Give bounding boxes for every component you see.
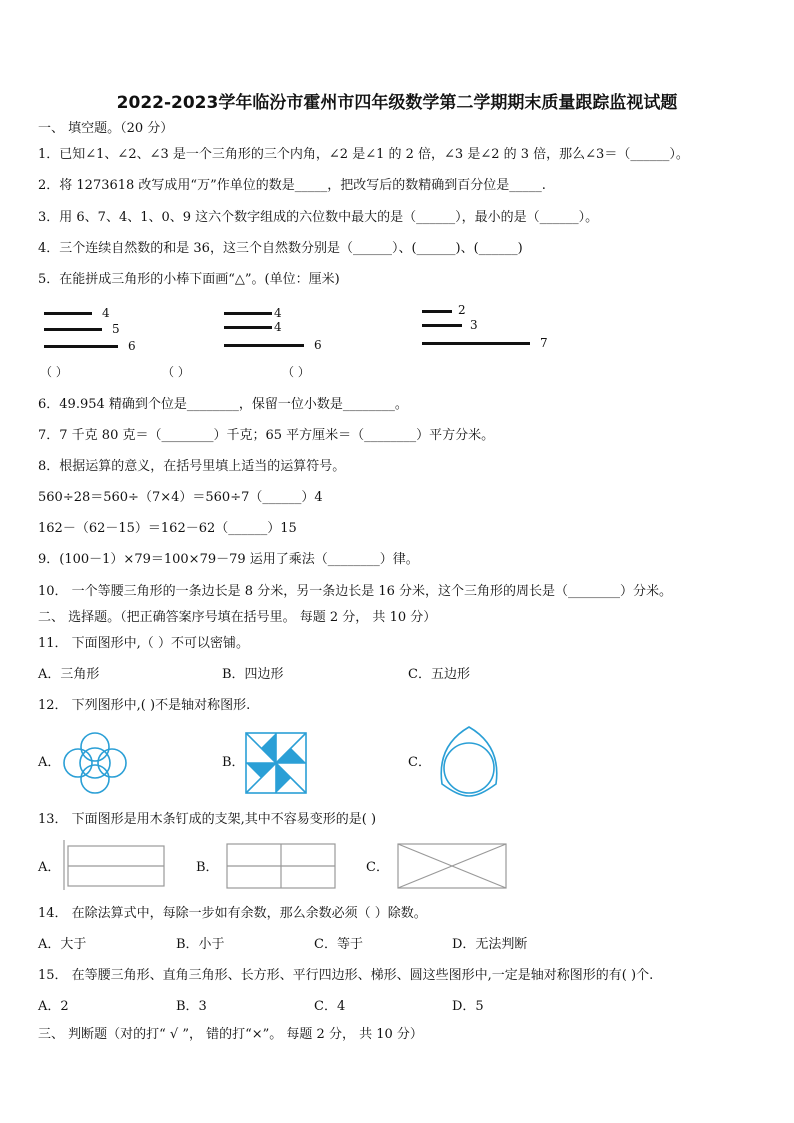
section-judgement-heading: 三、 判断题（对的打“ √ ”， 错的打“×”。 每题 2 分， 共 10 分） bbox=[38, 1027, 423, 1042]
stick bbox=[44, 328, 102, 331]
q12-label-c: C． bbox=[408, 755, 431, 770]
stick bbox=[224, 312, 272, 315]
q14-option-d: D．无法判断 bbox=[452, 937, 528, 952]
frame-with-diagonals-figure bbox=[396, 842, 508, 890]
stick bbox=[44, 345, 118, 348]
q15-option-a: A．2 bbox=[38, 999, 69, 1014]
question-4: 4．三个连续自然数的和是 36，这三个自然数分别是（______）、(______)、(______) bbox=[38, 241, 523, 256]
q12-label-b: B． bbox=[222, 755, 245, 770]
question-8a: 560÷28＝560÷（7×4）＝560÷7（______）4 bbox=[38, 490, 323, 505]
stick bbox=[422, 324, 462, 327]
stick-length-label: 6 bbox=[314, 338, 322, 352]
stick bbox=[224, 344, 304, 347]
question-3: 3．用 6、7、4、1、0、9 这六个数字组成的六位数中最大的是（______），最小的是（______）。 bbox=[38, 210, 599, 225]
frame-with-one-bar-figure bbox=[62, 840, 166, 890]
trefoil-figure bbox=[428, 724, 510, 800]
stick-length-label: 4 bbox=[102, 306, 110, 320]
stick bbox=[44, 312, 92, 315]
q11-option-a: A．三角形 bbox=[38, 667, 100, 682]
answer-paren: （ ） bbox=[162, 365, 190, 379]
q13-label-b: B． bbox=[196, 860, 219, 875]
pinwheel-figure bbox=[245, 732, 307, 794]
question-5: 5．在能拼成三角形的小棒下面画“△”。(单位：厘米) bbox=[38, 272, 340, 287]
stick-length-label: 2 bbox=[458, 303, 466, 317]
q12-label-a: A． bbox=[38, 755, 61, 770]
section-choice-heading: 二、 选择题。（把正确答案序号填在括号里。 每题 2 分， 共 10 分） bbox=[38, 610, 437, 625]
question-14: 14． 在除法算式中，每除一步如有余数，那么余数必须（ ）除数。 bbox=[38, 906, 427, 921]
stick bbox=[224, 326, 272, 329]
question-8b: 162－（62－15）＝162－62（______）15 bbox=[38, 521, 297, 536]
stick-length-label: 7 bbox=[540, 336, 548, 350]
q15-option-c: C．4 bbox=[314, 999, 346, 1014]
q14-option-a: A．大于 bbox=[38, 937, 87, 952]
four-petal-flower-figure bbox=[60, 730, 130, 796]
question-2: 2．将 1273618 改写成用“万”作单位的数是_____，把改写后的数精确到百分位是_____. bbox=[38, 178, 546, 193]
q11-option-b: B．四边形 bbox=[222, 667, 284, 682]
stick bbox=[422, 342, 530, 345]
q11-option-c: C．五边形 bbox=[408, 667, 470, 682]
question-11: 11． 下面图形中,（ ）不可以密铺。 bbox=[38, 636, 249, 651]
section-fill-blank-heading: 一、 填空题。（20 分） bbox=[38, 121, 174, 136]
stick-length-label: 4 bbox=[274, 306, 282, 320]
question-6: 6．49.954 精确到个位是________，保留一位小数是________。 bbox=[38, 397, 408, 412]
question-1: 1．已知∠1、∠2、∠3 是一个三角形的三个内角，∠2 是∠1 的 2 倍，∠3 是∠2 的 3 倍，那么∠3＝（______）。 bbox=[38, 147, 689, 162]
stick-length-label: 3 bbox=[470, 318, 478, 332]
question-7: 7．7 千克 80 克＝（________）千克；65 平方厘米＝（________）平方分米。 bbox=[38, 428, 495, 443]
stick-length-label: 5 bbox=[112, 322, 120, 336]
page-title: 2022-2023学年临汾市霍州市四年级数学第二学期期末质量跟踪监视试题 bbox=[116, 93, 678, 113]
answer-paren: （ ） bbox=[40, 365, 68, 379]
question-13: 13． 下面图形是用木条钉成的支架,其中不容易变形的是( ) bbox=[38, 812, 377, 827]
q14-option-c: C．等于 bbox=[314, 937, 363, 952]
question-15: 15． 在等腰三角形、直角三角形、长方形、平行四边形、梯形、圆这些图形中,一定是轴对称图形的有( )个. bbox=[38, 968, 654, 983]
question-9: 9．(100－1）×79＝100×79－79 运用了乘法（________）律。 bbox=[38, 552, 419, 567]
stick-length-label: 4 bbox=[274, 320, 282, 334]
question-8: 8．根据运算的意义，在括号里填上适当的运算符号。 bbox=[38, 459, 346, 474]
frame-with-cross-bars-figure bbox=[225, 842, 337, 890]
q14-option-b: B．小于 bbox=[176, 937, 225, 952]
stick-length-label: 6 bbox=[128, 339, 136, 353]
stick bbox=[422, 310, 452, 313]
q15-option-b: B．3 bbox=[176, 999, 207, 1014]
q13-label-a: A． bbox=[38, 860, 61, 875]
q13-label-c: C． bbox=[366, 860, 389, 875]
answer-paren: （ ） bbox=[282, 365, 310, 379]
question-12: 12． 下列图形中,( )不是轴对称图形. bbox=[38, 698, 251, 713]
q15-option-d: D．5 bbox=[452, 999, 484, 1014]
question-10: 10． 一个等腰三角形的一条边长是 8 分米，另一条边长是 16 分米，这个三角形的周长是（________）分米。 bbox=[38, 584, 673, 599]
